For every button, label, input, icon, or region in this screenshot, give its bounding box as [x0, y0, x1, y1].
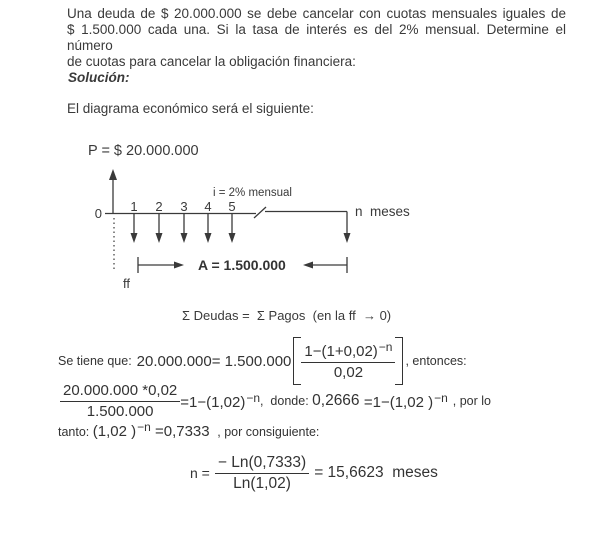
step1-prefix: Se tiene que:	[58, 354, 132, 368]
principal-label: P = $ 20.000.000	[88, 143, 199, 159]
annuity-label: A = 1.500.000	[198, 257, 286, 273]
step2-value: 0,2666	[312, 392, 364, 409]
problem-line-2: $ 1.500.000 cada una. Si la tasa de interés es del 2% mensual. Determine el número	[67, 22, 566, 53]
step2-rhs2-base: =1−(1,02 )	[363, 394, 434, 411]
problem-line-3: de cuotas para cancelar la obligación financiera:	[67, 54, 356, 69]
problem-statement	[67, 6, 566, 70]
timeline-break-icon	[254, 207, 266, 218]
payment-arrowhead-n-icon	[344, 233, 351, 243]
principal-arrowhead-icon	[109, 169, 117, 180]
step3-power	[93, 420, 151, 440]
step2-mid: , donde:	[260, 394, 313, 408]
step2-fraction	[60, 382, 180, 420]
step3-exponent: −n	[137, 420, 151, 434]
step1-fraction	[301, 341, 395, 381]
step1-suffix: , entonces:	[405, 354, 467, 368]
solution-heading: Solución:	[68, 70, 130, 85]
equivalence-line: Σ Deudas = Σ Pagos (en la ff → 0)	[182, 308, 392, 323]
problem-line-1: Una deuda de $ 20.000.000 se debe cancelar con cuotas mensuales iguales de	[67, 6, 566, 21]
annuity-left-arrowhead-icon	[174, 262, 184, 269]
step3-base: (1,02 )	[92, 423, 137, 440]
payment-arrowhead-3-icon	[181, 233, 188, 243]
step2-fraction-denominator: 1.500.000	[86, 402, 154, 420]
tick-label-1: 1	[130, 199, 138, 214]
interest-label: i = 2% mensual	[213, 187, 292, 199]
step3-suffix: , por consiguiente:	[213, 425, 320, 439]
step4-fraction-numerator: − Ln(0,7333)	[215, 454, 309, 474]
tick-label-5: 5	[228, 199, 236, 214]
formula-step3	[58, 420, 319, 440]
formula-step2	[60, 382, 491, 420]
payment-arrowhead-2-icon	[156, 233, 163, 243]
step2-rhs-exponent: −n	[246, 391, 261, 405]
diagram-intro: El diagrama económico será el siguiente:	[67, 101, 314, 116]
annuity-right-arrowhead-icon	[303, 262, 313, 269]
axis-label: n meses	[355, 204, 410, 219]
step4-fraction-denominator: Ln(1,02)	[233, 474, 291, 492]
origin-label: 0	[94, 206, 102, 221]
step3-prefix: tanto:	[58, 425, 93, 439]
step4-result: = 15,6623 meses	[314, 464, 438, 481]
payment-arrowhead-4-icon	[205, 233, 212, 243]
step2-fraction-numerator: 20.000.000 *0,02	[60, 382, 180, 401]
payment-arrowhead-1-icon	[131, 233, 138, 243]
tick-label-3: 3	[180, 199, 188, 214]
tick-label-4: 4	[204, 199, 212, 214]
step1-lhs: 20.000.000= 1.500.000	[136, 352, 292, 370]
focal-label: ff	[123, 276, 130, 291]
cashflow-diagram	[60, 164, 420, 296]
tick-label-2: 2	[155, 199, 163, 214]
step2-rhs-base: =1−(1,02)	[180, 394, 246, 411]
step1-fraction-denominator: 0,02	[333, 363, 364, 381]
step1-num-exponent: −n	[378, 340, 393, 355]
step2-rhs2	[364, 391, 448, 411]
formula-step4	[190, 452, 438, 494]
step3-eq: =0,7333	[150, 423, 214, 440]
step2-suffix: , por lo	[452, 394, 491, 408]
step4-fraction	[215, 454, 309, 493]
step2-rhs	[180, 391, 260, 411]
step1-fraction-numerator	[301, 341, 395, 362]
right-bracket-icon	[395, 337, 403, 385]
payment-arrowhead-5-icon	[229, 233, 236, 243]
step2-rhs2-exponent: −n	[434, 391, 448, 405]
formula-step1	[58, 336, 467, 386]
step1-num-base: 1−(1+0,02)	[304, 343, 378, 361]
step4-lhs: n =	[190, 465, 210, 481]
left-bracket-icon	[293, 337, 301, 385]
